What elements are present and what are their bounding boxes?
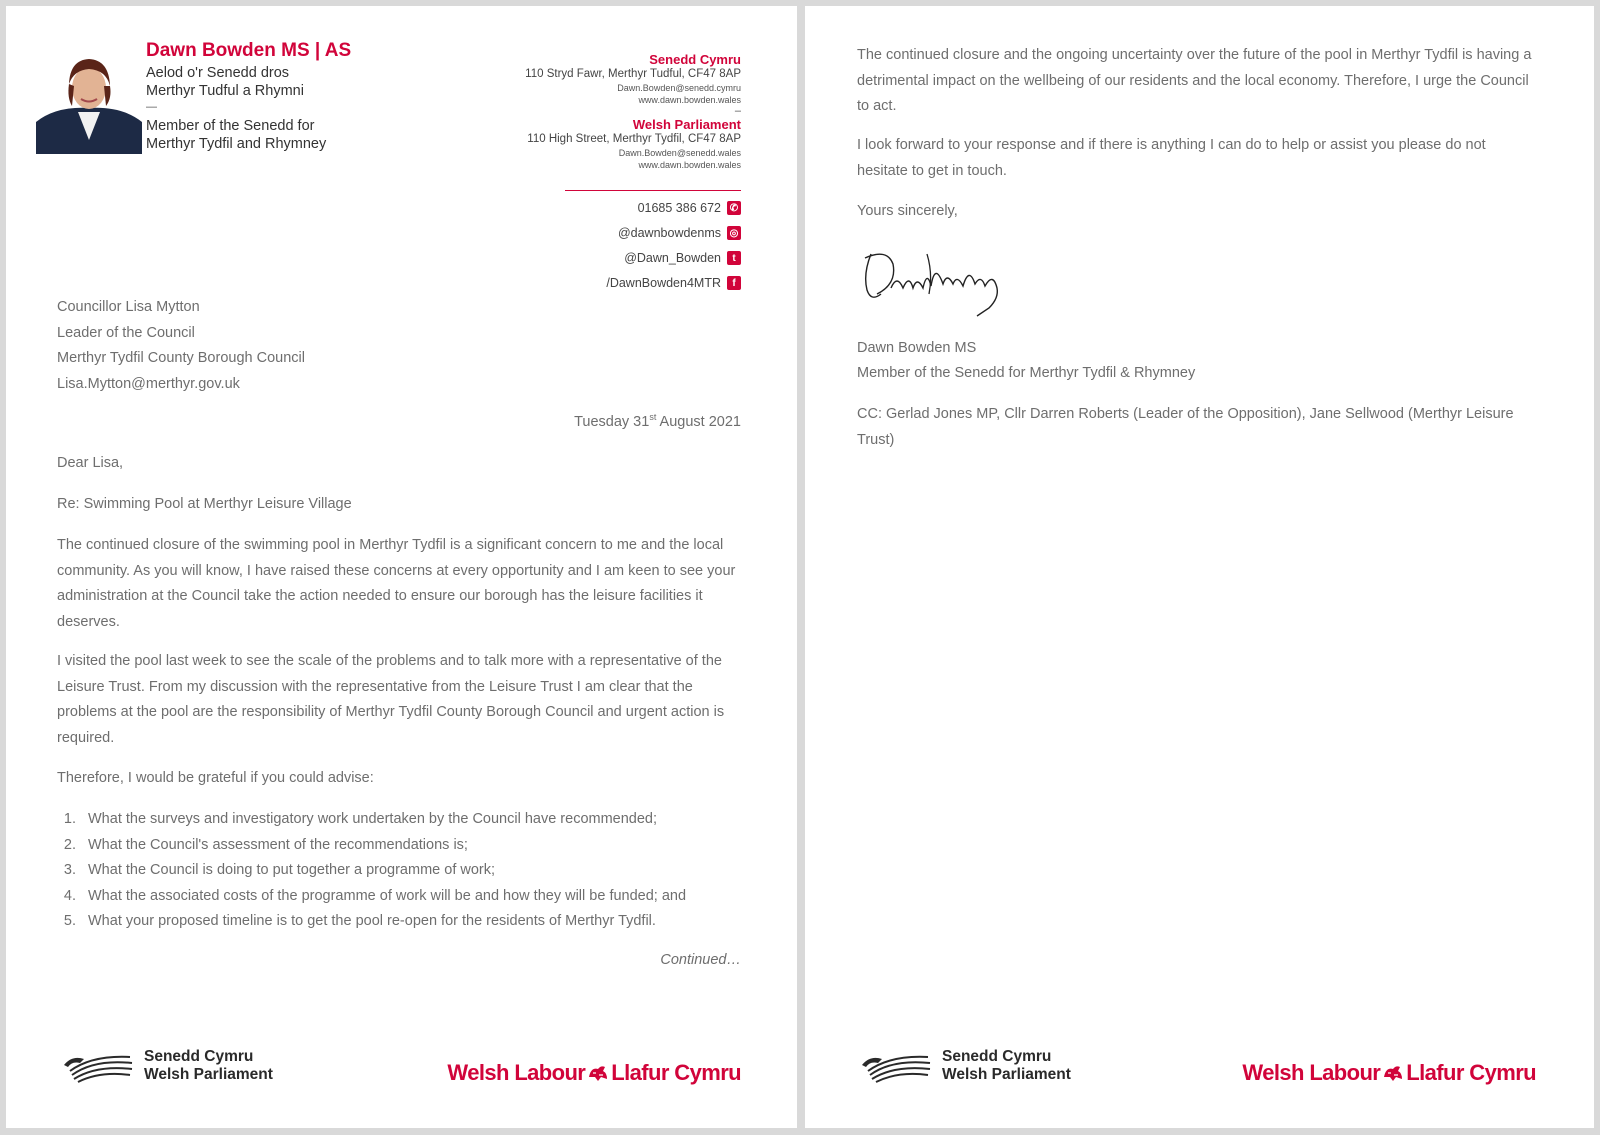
dragon-icon: [1382, 1063, 1404, 1083]
english-role-line-2: Merthyr Tydfil and Rhymney: [146, 136, 327, 152]
date-ordinal: st: [649, 412, 657, 423]
letter-subject: Re: Swimming Pool at Merthyr Leisure Village: [57, 496, 352, 512]
date-month-year: August 2021: [656, 414, 741, 430]
footer-welsh-parliament: Welsh Parliament: [942, 1066, 1071, 1083]
senedd-logo-icon: [62, 1049, 134, 1083]
senedd-address: 110 Stryd Fawr, Merthyr Tudful, CF47 8AP: [525, 68, 741, 80]
senedd-email: Dawn.Bowden@senedd.cymru: [617, 83, 741, 93]
phone-number: 01685 386 672: [637, 201, 721, 215]
twitter-handle: @Dawn_Bowden: [624, 251, 721, 265]
letter-date: [574, 410, 741, 436]
welsh-labour-logo: [447, 1060, 741, 1086]
paragraph-1: The continued closure of the swimming pool in Merthyr Tydfil is a significant concern to me and the local community. As you will know, I have raised these concerns at every opportunity and I am keen to see your administration at the Council take the action needed to ensure our borough has the leisure facilities it deserves.: [57, 537, 736, 630]
date-day: Tuesday 31: [574, 414, 650, 430]
paragraph-3: Therefore, I would be grateful if you could advise:: [57, 770, 374, 786]
facebook-contact: [606, 274, 741, 292]
senedd-footer-logo: [860, 1048, 1071, 1084]
request-list: [32, 807, 752, 935]
office-address-block: [525, 52, 741, 171]
continued-note: Continued…: [660, 952, 741, 968]
recipient-title: Leader of the Council: [57, 324, 195, 341]
senedd-logo-icon: [860, 1049, 932, 1083]
signatory-title: Member of the Senedd for Merthyr Tydfil & Rhymney: [857, 365, 1196, 381]
signature: [857, 244, 1027, 329]
welsh-role-line-2: Merthyr Tudful a Rhymni: [146, 83, 304, 99]
recipient-name: Councillor Lisa Mytton: [57, 299, 200, 315]
twitter-icon: t: [727, 251, 741, 265]
senedd-website: www.dawn.bowden.wales: [638, 95, 741, 105]
senedd-heading: Senedd Cymru: [649, 52, 741, 67]
closing: Yours sincerely,: [857, 203, 958, 219]
english-role-line-1: Member of the Senedd for: [146, 118, 315, 134]
phone-icon: ✆: [727, 201, 741, 215]
footer-senedd-cymru: Senedd Cymru: [144, 1048, 254, 1065]
salutation: Dear Lisa,: [57, 455, 124, 471]
twitter-contact: [624, 249, 741, 267]
llafur-cymru-text: Llafur Cymru: [611, 1060, 741, 1085]
instagram-contact: [618, 224, 741, 242]
dragon-icon: [587, 1063, 609, 1083]
signature-image: [857, 244, 1027, 324]
recipient-organisation: Merthyr Tydfil County Borough Council: [57, 350, 305, 366]
senedd-footer-logo: [62, 1048, 273, 1084]
address-divider: –: [734, 105, 741, 117]
parliament-address: 110 High Street, Merthyr Tydfil, CF47 8AP: [527, 133, 741, 145]
page2-paragraph-2: I look forward to your response and if there is anything I can do to help or assist you please do not hesitate to get in touch.: [857, 137, 1486, 179]
list-item: 4. What the associated costs of the programme of work will be and how they will be funded; and: [80, 884, 752, 910]
list-item: 3. What the Council is doing to put together a programme of work;: [80, 858, 752, 884]
mp-portrait-photo: [36, 42, 142, 154]
welsh-labour-text: Welsh Labour: [447, 1060, 586, 1085]
mp-name: Dawn Bowden MS | AS: [146, 40, 352, 61]
instagram-handle: @dawnbowdenms: [617, 226, 721, 240]
instagram-icon: ◎: [727, 226, 741, 240]
phone-contact: [638, 199, 741, 217]
recipient-address: [57, 295, 305, 397]
list-item: 2. What the Council's assessment of the recommendations is;: [80, 833, 752, 859]
footer-senedd-cymru: Senedd Cymru: [942, 1048, 1052, 1065]
letter-page-2: [805, 6, 1594, 1128]
welsh-labour-text: Welsh Labour: [1242, 1060, 1381, 1085]
facebook-icon: f: [727, 276, 741, 290]
footer-welsh-parliament: Welsh Parliament: [144, 1066, 273, 1083]
parliament-heading: Welsh Parliament: [632, 117, 741, 132]
parliament-website: www.dawn.bowden.wales: [638, 160, 741, 170]
parliament-email: Dawn.Bowden@senedd.wales: [618, 148, 741, 158]
cc-list: CC: Gerlad Jones MP, Cllr Darren Roberts (Leader of the Opposition), Jane Sellwood (Merthyr Leisure Trust): [857, 406, 1514, 448]
list-item: 1. What the surveys and investigatory work undertaken by the Council have recommended;: [80, 807, 752, 833]
llafur-cymru-text: Llafur Cymru: [1406, 1060, 1536, 1085]
welsh-role-line-1: Aelod o'r Senedd dros: [146, 65, 290, 81]
recipient-email: Lisa.Mytton@merthyr.gov.uk: [57, 375, 240, 392]
letter-page-1: [6, 6, 797, 1128]
facebook-handle: /DawnBowden4MTR: [606, 276, 721, 290]
header-rule: [565, 190, 741, 191]
signatory-name: Dawn Bowden MS: [857, 340, 977, 356]
paragraph-2: I visited the pool last week to see the scale of the problems and to talk more with a representative of the Leisure Trust. From my discussion with the representative from the Leisure Trust I am clear that the problems at the pool are the responsibility of Merthyr Tydfil County Borough Council and urgent action is required.: [57, 653, 725, 746]
welsh-labour-logo: [1242, 1060, 1536, 1086]
role-divider: —: [146, 101, 157, 113]
list-item: 5. What your proposed timeline is to get the pool re-open for the residents of Merthyr Tydfil.: [80, 909, 752, 935]
page2-paragraph-1: The continued closure and the ongoing uncertainty over the future of the pool in Merthyr Tydfil is having a detrimental impact on the wellbeing of our residents and the local economy. Therefore, I urge the Council to act.: [857, 47, 1532, 114]
